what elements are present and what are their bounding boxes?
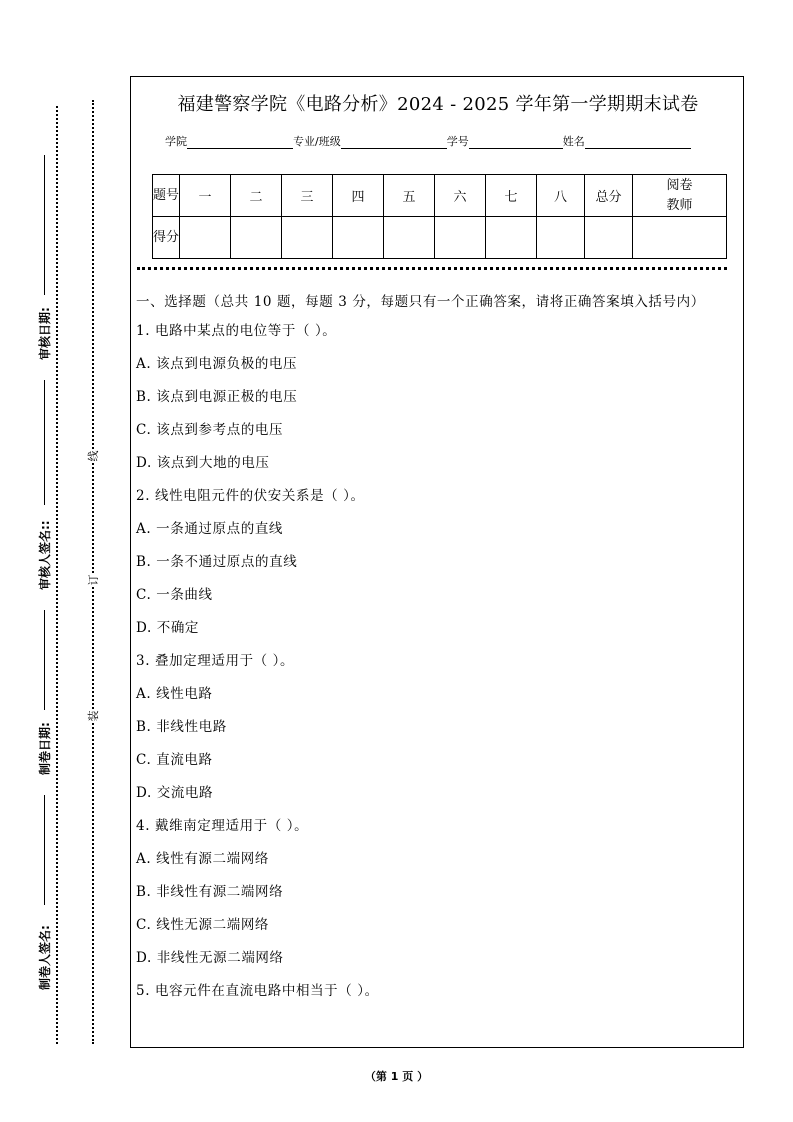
grader-label-line1: 阅卷 xyxy=(666,177,693,193)
major-class-field[interactable] xyxy=(341,136,447,149)
student-id-label: 学号 xyxy=(446,135,469,148)
q2-option-a: A. 一条通过原点的直线 xyxy=(136,521,284,537)
reviewer-date-line xyxy=(44,155,45,295)
question-4: 4. 戴维南定理适用于（ ）。 xyxy=(136,818,309,834)
question-2: 2. 线性电阻元件的伏安关系是（ ）。 xyxy=(136,488,365,504)
score-cell-8[interactable] xyxy=(537,217,585,259)
score-cell-3[interactable] xyxy=(282,217,333,259)
score-cell-total[interactable] xyxy=(585,217,633,259)
score-row-header: 得分 xyxy=(153,217,180,259)
dotted-separator xyxy=(137,267,727,270)
binding-dotted-line-right xyxy=(92,100,94,1044)
q3-option-d: D. 交流电路 xyxy=(136,785,214,801)
reviewer-signature-label: 审核人签名:: xyxy=(38,520,52,590)
score-cell-4[interactable] xyxy=(333,217,384,259)
score-table-header-row xyxy=(153,175,727,217)
major-class-label: 专业/班级 xyxy=(293,135,341,148)
reviewer-signature-line xyxy=(44,380,45,505)
score-cell-5[interactable] xyxy=(384,217,435,259)
col-header-6: 六 xyxy=(435,175,486,217)
college-field[interactable] xyxy=(187,136,293,149)
student-id-field[interactable] xyxy=(469,136,563,149)
maker-date-line xyxy=(44,610,45,710)
name-field[interactable] xyxy=(585,136,691,149)
score-table xyxy=(152,174,727,259)
q1-option-b: B. 该点到电源正极的电压 xyxy=(136,389,298,405)
col-header-1: 一 xyxy=(180,175,231,217)
maker-signature-label: 制卷人签名: xyxy=(38,925,52,990)
q3-option-a: A. 线性电路 xyxy=(136,686,213,702)
grader-label-line2: 教师 xyxy=(666,197,693,213)
q2-option-c: C. 一条曲线 xyxy=(136,587,213,603)
q1-option-a: A. 该点到电源负极的电压 xyxy=(136,356,298,372)
exam-frame xyxy=(130,76,744,1048)
name-label: 姓名 xyxy=(562,135,585,148)
score-cell-grader[interactable] xyxy=(633,217,727,259)
question-1: 1. 电路中某点的电位等于（ ）。 xyxy=(136,323,337,339)
question-3: 3. 叠加定理适用于（ ）。 xyxy=(136,653,295,669)
maker-date-label: 制卷日期: xyxy=(38,722,52,775)
col-header-8: 八 xyxy=(537,175,585,217)
col-header-7: 七 xyxy=(486,175,537,217)
maker-signature-line xyxy=(44,795,45,905)
col-header-3: 三 xyxy=(282,175,333,217)
q3-option-b: B. 非线性电路 xyxy=(136,719,227,735)
score-cell-6[interactable] xyxy=(435,217,486,259)
bind-char-zhuang: 装 xyxy=(87,710,100,722)
col-header-total: 总分 xyxy=(585,175,633,217)
question-5: 5. 电容元件在直流电路中相当于（ ）。 xyxy=(136,983,379,999)
q2-option-d: D. 不确定 xyxy=(136,620,200,636)
q2-option-b: B. 一条不通过原点的直线 xyxy=(136,554,298,570)
binding-dotted-line-left xyxy=(56,106,58,1044)
bind-char-xian: 线 xyxy=(87,450,100,462)
page-number: （第 1 页 ） xyxy=(364,1070,429,1083)
section-choice-questions xyxy=(136,291,736,1016)
student-info-row xyxy=(165,133,691,149)
score-cell-7[interactable] xyxy=(486,217,537,259)
q3-option-c: C. 直流电路 xyxy=(136,752,213,768)
question-number-header: 题号 xyxy=(153,175,180,217)
q1-option-d: D. 该点到大地的电压 xyxy=(136,455,270,471)
col-header-4: 四 xyxy=(333,175,384,217)
q4-option-b: B. 非线性有源二端网络 xyxy=(136,884,284,900)
score-cell-1[interactable] xyxy=(180,217,231,259)
college-label: 学院 xyxy=(165,135,187,148)
col-header-5: 五 xyxy=(384,175,435,217)
q4-option-d: D. 非线性无源二端网络 xyxy=(136,950,284,966)
q4-option-c: C. 线性无源二端网络 xyxy=(136,917,270,933)
score-table-score-row xyxy=(153,217,727,259)
q4-option-a: A. 线性有源二端网络 xyxy=(136,851,269,867)
section-intro: 一、选择题（总共 10 题，每题 3 分，每题只有一个正确答案，请将正确答案填入括号内） xyxy=(136,294,705,310)
grader-header xyxy=(633,175,727,217)
bind-char-ding: 订 xyxy=(87,574,100,586)
q1-option-c: C. 该点到参考点的电压 xyxy=(136,422,284,438)
reviewer-date-label: 审核日期: xyxy=(38,307,52,360)
score-cell-2[interactable] xyxy=(231,217,282,259)
col-header-2: 二 xyxy=(231,175,282,217)
exam-title: 福建警察学院《电路分析》2024 - 2025 学年第一学期期末试卷 xyxy=(177,94,699,115)
